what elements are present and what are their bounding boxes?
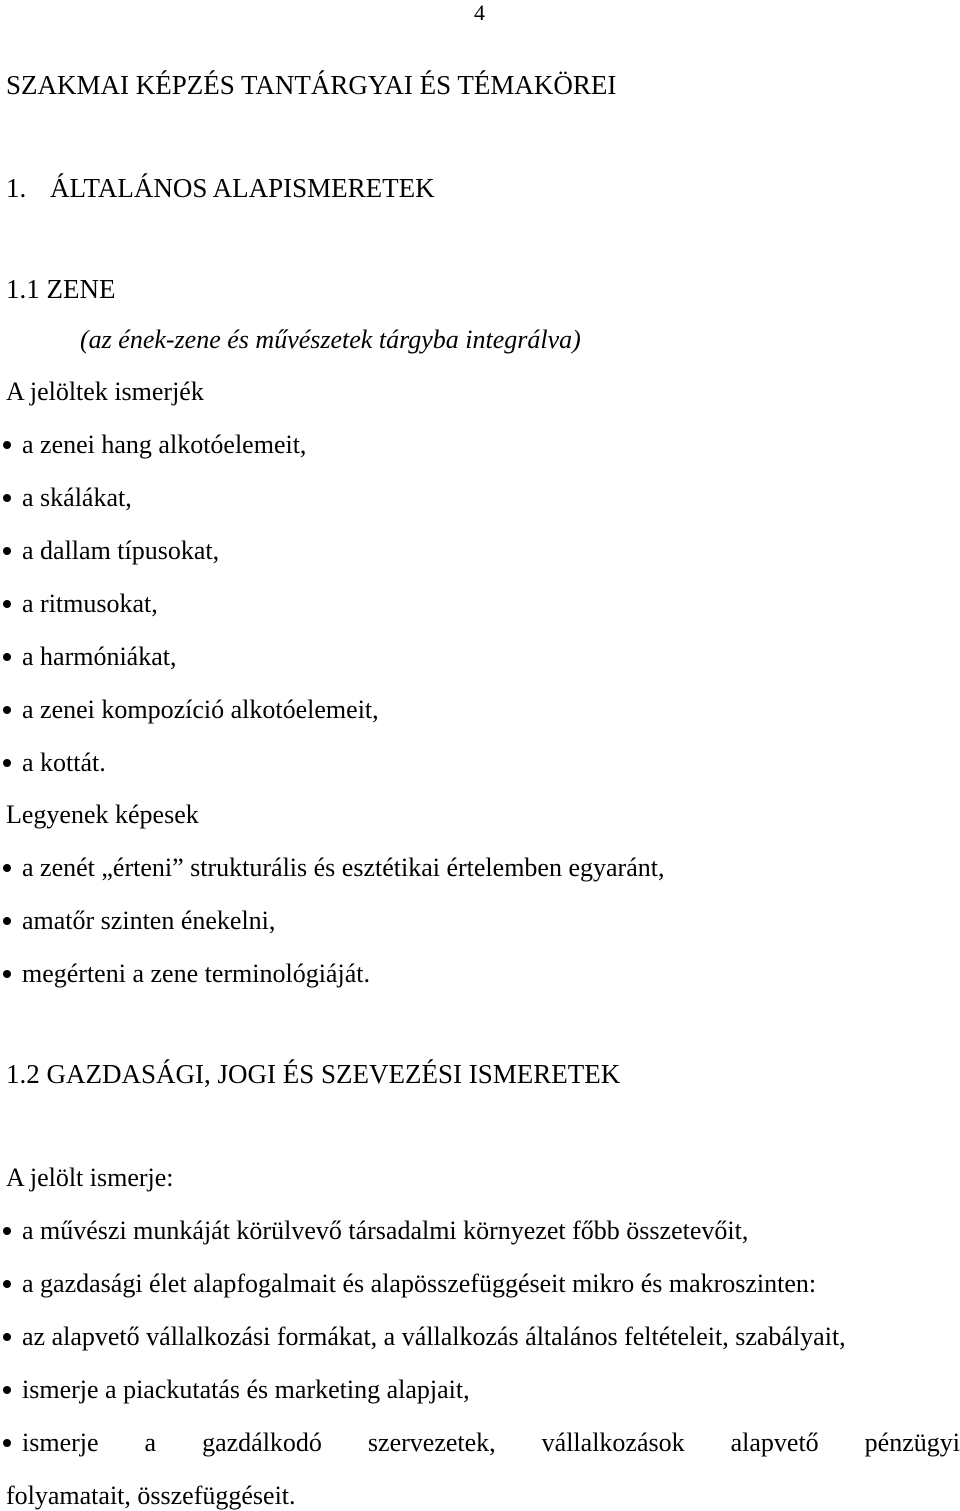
list-item: a kottát. — [0, 748, 379, 778]
list-item: az alapvető vállalkozási formákat, a vállalkozás általános feltételeit, szabályait, — [0, 1322, 960, 1352]
bullet-icon — [3, 706, 11, 714]
list-item: a harmóniákat, — [0, 642, 379, 672]
bullet-icon — [3, 494, 11, 502]
able-lead: Legyenek képesek — [6, 800, 199, 829]
bullet-icon — [3, 1386, 11, 1394]
document-title: SZAKMAI KÉPZÉS TANTÁRGYAI ÉS TÉMAKÖREI — [6, 70, 617, 100]
page-number: 4 — [474, 0, 485, 25]
section-1-title: ÁLTALÁNOS ALAPISMERETEK — [50, 173, 435, 203]
list-item: a zenei kompozíció alkotóelemeit, — [0, 695, 379, 725]
bullet-icon — [3, 1439, 11, 1447]
section-1-2-list — [0, 1216, 960, 1481]
bullet-icon — [3, 1333, 11, 1341]
section-1-1-subtitle: (az ének-zene és művészetek tárgyba integrálva) — [80, 325, 581, 354]
section-1-number: 1. — [6, 173, 27, 203]
able-list — [0, 853, 664, 1012]
list-item: megérteni a zene terminológiáját. — [0, 959, 664, 989]
bullet-icon — [3, 759, 11, 767]
list-item: a művészi munkáját körülvevő társadalmi környezet főbb összetevőit, — [0, 1216, 960, 1246]
bullet-icon — [3, 600, 11, 608]
list-item: a zenei hang alkotóelemeit, — [0, 430, 379, 460]
section-1-2-lead: A jelölt ismerje: — [6, 1163, 174, 1192]
list-item-continuation: folyamatait, összefüggéseit. — [6, 1481, 296, 1510]
section-1-1-heading: 1.1 ZENE — [6, 274, 116, 304]
list-item: ismerje a piackutatás és marketing alapjait, — [0, 1375, 960, 1405]
know-list — [0, 430, 379, 801]
bullet-icon — [3, 970, 11, 978]
list-item: a skálákat, — [0, 483, 379, 513]
bullet-icon — [3, 1227, 11, 1235]
list-item: amatőr szinten énekelni, — [0, 906, 664, 936]
bullet-icon — [3, 653, 11, 661]
list-item: a gazdasági élet alapfogalmait és alapösszefüggéseit mikro és makroszinten: — [0, 1269, 960, 1299]
bullet-icon — [3, 441, 11, 449]
know-lead: A jelöltek ismerjék — [6, 377, 204, 406]
list-item: a ritmusokat, — [0, 589, 379, 619]
section-1-heading — [6, 173, 435, 203]
section-1-2-heading: 1.2 GAZDASÁGI, JOGI ÉS SZEVEZÉSI ISMERETEK — [6, 1059, 621, 1089]
list-item: a zenét „érteni” strukturális és esztétikai értelemben egyaránt, — [0, 853, 664, 883]
list-item: ismerje a gazdálkodó szervezetek, vállalkozások alapvető pénzügyi — [0, 1428, 960, 1458]
bullet-icon — [3, 1280, 11, 1288]
bullet-icon — [3, 864, 11, 872]
bullet-icon — [3, 547, 11, 555]
list-item: a dallam típusokat, — [0, 536, 379, 566]
bullet-icon — [3, 917, 11, 925]
